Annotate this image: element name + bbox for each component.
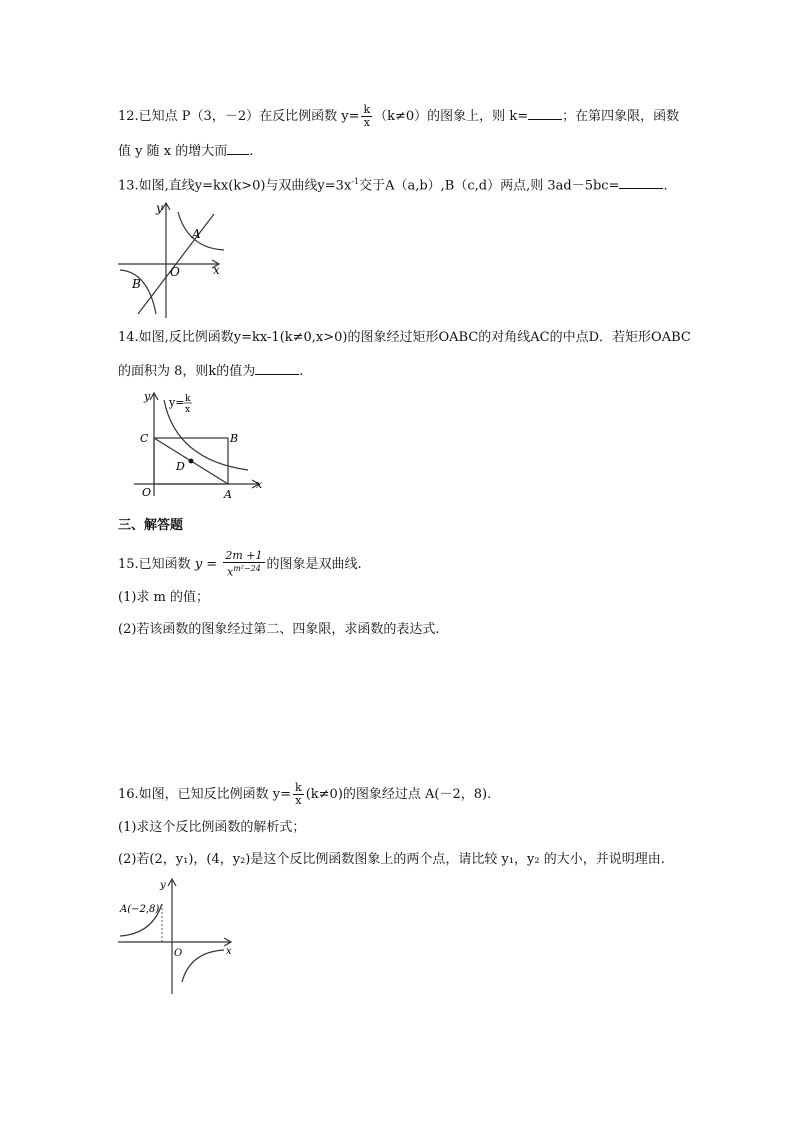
q15-part1: (1)求 m 的值； [118, 590, 210, 605]
q14-label-c: C [140, 432, 149, 445]
q13-label-y: y [156, 201, 163, 215]
section-title: 三、解答题 [118, 518, 184, 533]
q12-text-2: （k≠0）的图象上，则 k= [374, 109, 529, 124]
q16-graph [116, 874, 240, 998]
q13-text-2: 交于A（a,b）,B（c,d）两点,则 3ad－5bc= [359, 178, 620, 194]
q13-line1 [118, 172, 668, 196]
q14-label-eq: y= [169, 396, 185, 409]
q15-part2: (2)若该函数的图象经过第二、四象限，求函数的表达式. [118, 622, 440, 637]
q12-blank-k[interactable] [528, 105, 562, 120]
q14-label-x: x [256, 478, 263, 491]
q14-label-xden: x [185, 405, 191, 415]
q13-label-b: B [132, 277, 141, 291]
q12-text-4: 值 y 随 x 的增大而 [118, 144, 228, 159]
q16-label-y: y [160, 880, 166, 891]
q15-y-eq: y = [194, 556, 218, 572]
q13-label-o: O [170, 265, 180, 279]
q16-fraction: $\frac{k}{x}$ [295, 781, 302, 807]
q16-part1: (1)求这个反比例函数的解析式； [118, 820, 306, 835]
q16-text-2: (k≠0)的图象经过点 A(－2，8). [305, 787, 492, 802]
q15-line1 [118, 550, 362, 579]
q16-line1 [118, 782, 491, 807]
q13-label-x: x [213, 263, 220, 277]
q14-period: . [299, 364, 304, 379]
q16-label-o: O [174, 948, 183, 959]
q16-hyperbola-branch-2 [182, 950, 224, 982]
q14-label-k: k [185, 394, 191, 404]
q14-graph [130, 390, 266, 502]
q16-text-1: 16.如图，已知反比例函数 y= [118, 787, 292, 802]
q12-line2 [118, 140, 253, 162]
q16-label-a: A(−2,8) [120, 904, 160, 915]
q14-text-2: 的面积为 8，则k的值为 [118, 364, 256, 379]
q14-label-a: A [224, 488, 232, 501]
q14-text-1: 14.如图,反比例函数y=kx-1(k≠0,x>0)的图象经过矩形OABC的对角线AC的中点D．若矩形OABC [118, 330, 691, 345]
q12-period: . [249, 144, 254, 159]
q13-blank[interactable] [619, 174, 663, 189]
q16-label-x: x [226, 946, 232, 957]
q14-label-o: O [142, 486, 152, 499]
q14-label-b: B [230, 432, 239, 445]
q14-blank[interactable] [255, 360, 299, 375]
q16-figure [116, 874, 240, 1002]
q12-line1 [118, 104, 679, 129]
q13-label-a: A [192, 227, 201, 241]
q16-part2: (2)若(2，y₁)，(4，y₂)是这个反比例函数图象上的两个点，请比较 y₁，y₂ 的大小，并说明理由. [118, 852, 665, 867]
q15-text-1: 15.已知函数 [118, 556, 191, 572]
q13-period: . [663, 178, 668, 194]
q12-text-1: 12.已知点 P（3，－2）在反比例函数 y= [118, 109, 360, 124]
q14-label-d: D [176, 460, 185, 473]
q12-blank-trend[interactable] [227, 140, 249, 155]
q14-line2 [118, 360, 303, 382]
q15-text-2: 的图象是双曲线. [266, 556, 362, 572]
q14-figure [130, 390, 266, 506]
q15-fraction: $\frac{2m +1}{x^{m^2-24}}$ [225, 549, 263, 579]
q14-point-d [189, 459, 194, 464]
q14-line1 [118, 328, 691, 348]
q14-label-y: y [144, 390, 151, 403]
q12-fraction: $\frac{k}{x}$ [363, 103, 371, 129]
q13-graph [118, 196, 228, 318]
q12-text-3: ；在第四象限，函数 [562, 109, 680, 124]
q13-exponent: -1 [351, 177, 360, 186]
q13-figure [118, 196, 228, 322]
q13-text-1: 13.如图,直线y=kx(k>0)与双曲线y=3x [118, 178, 352, 194]
